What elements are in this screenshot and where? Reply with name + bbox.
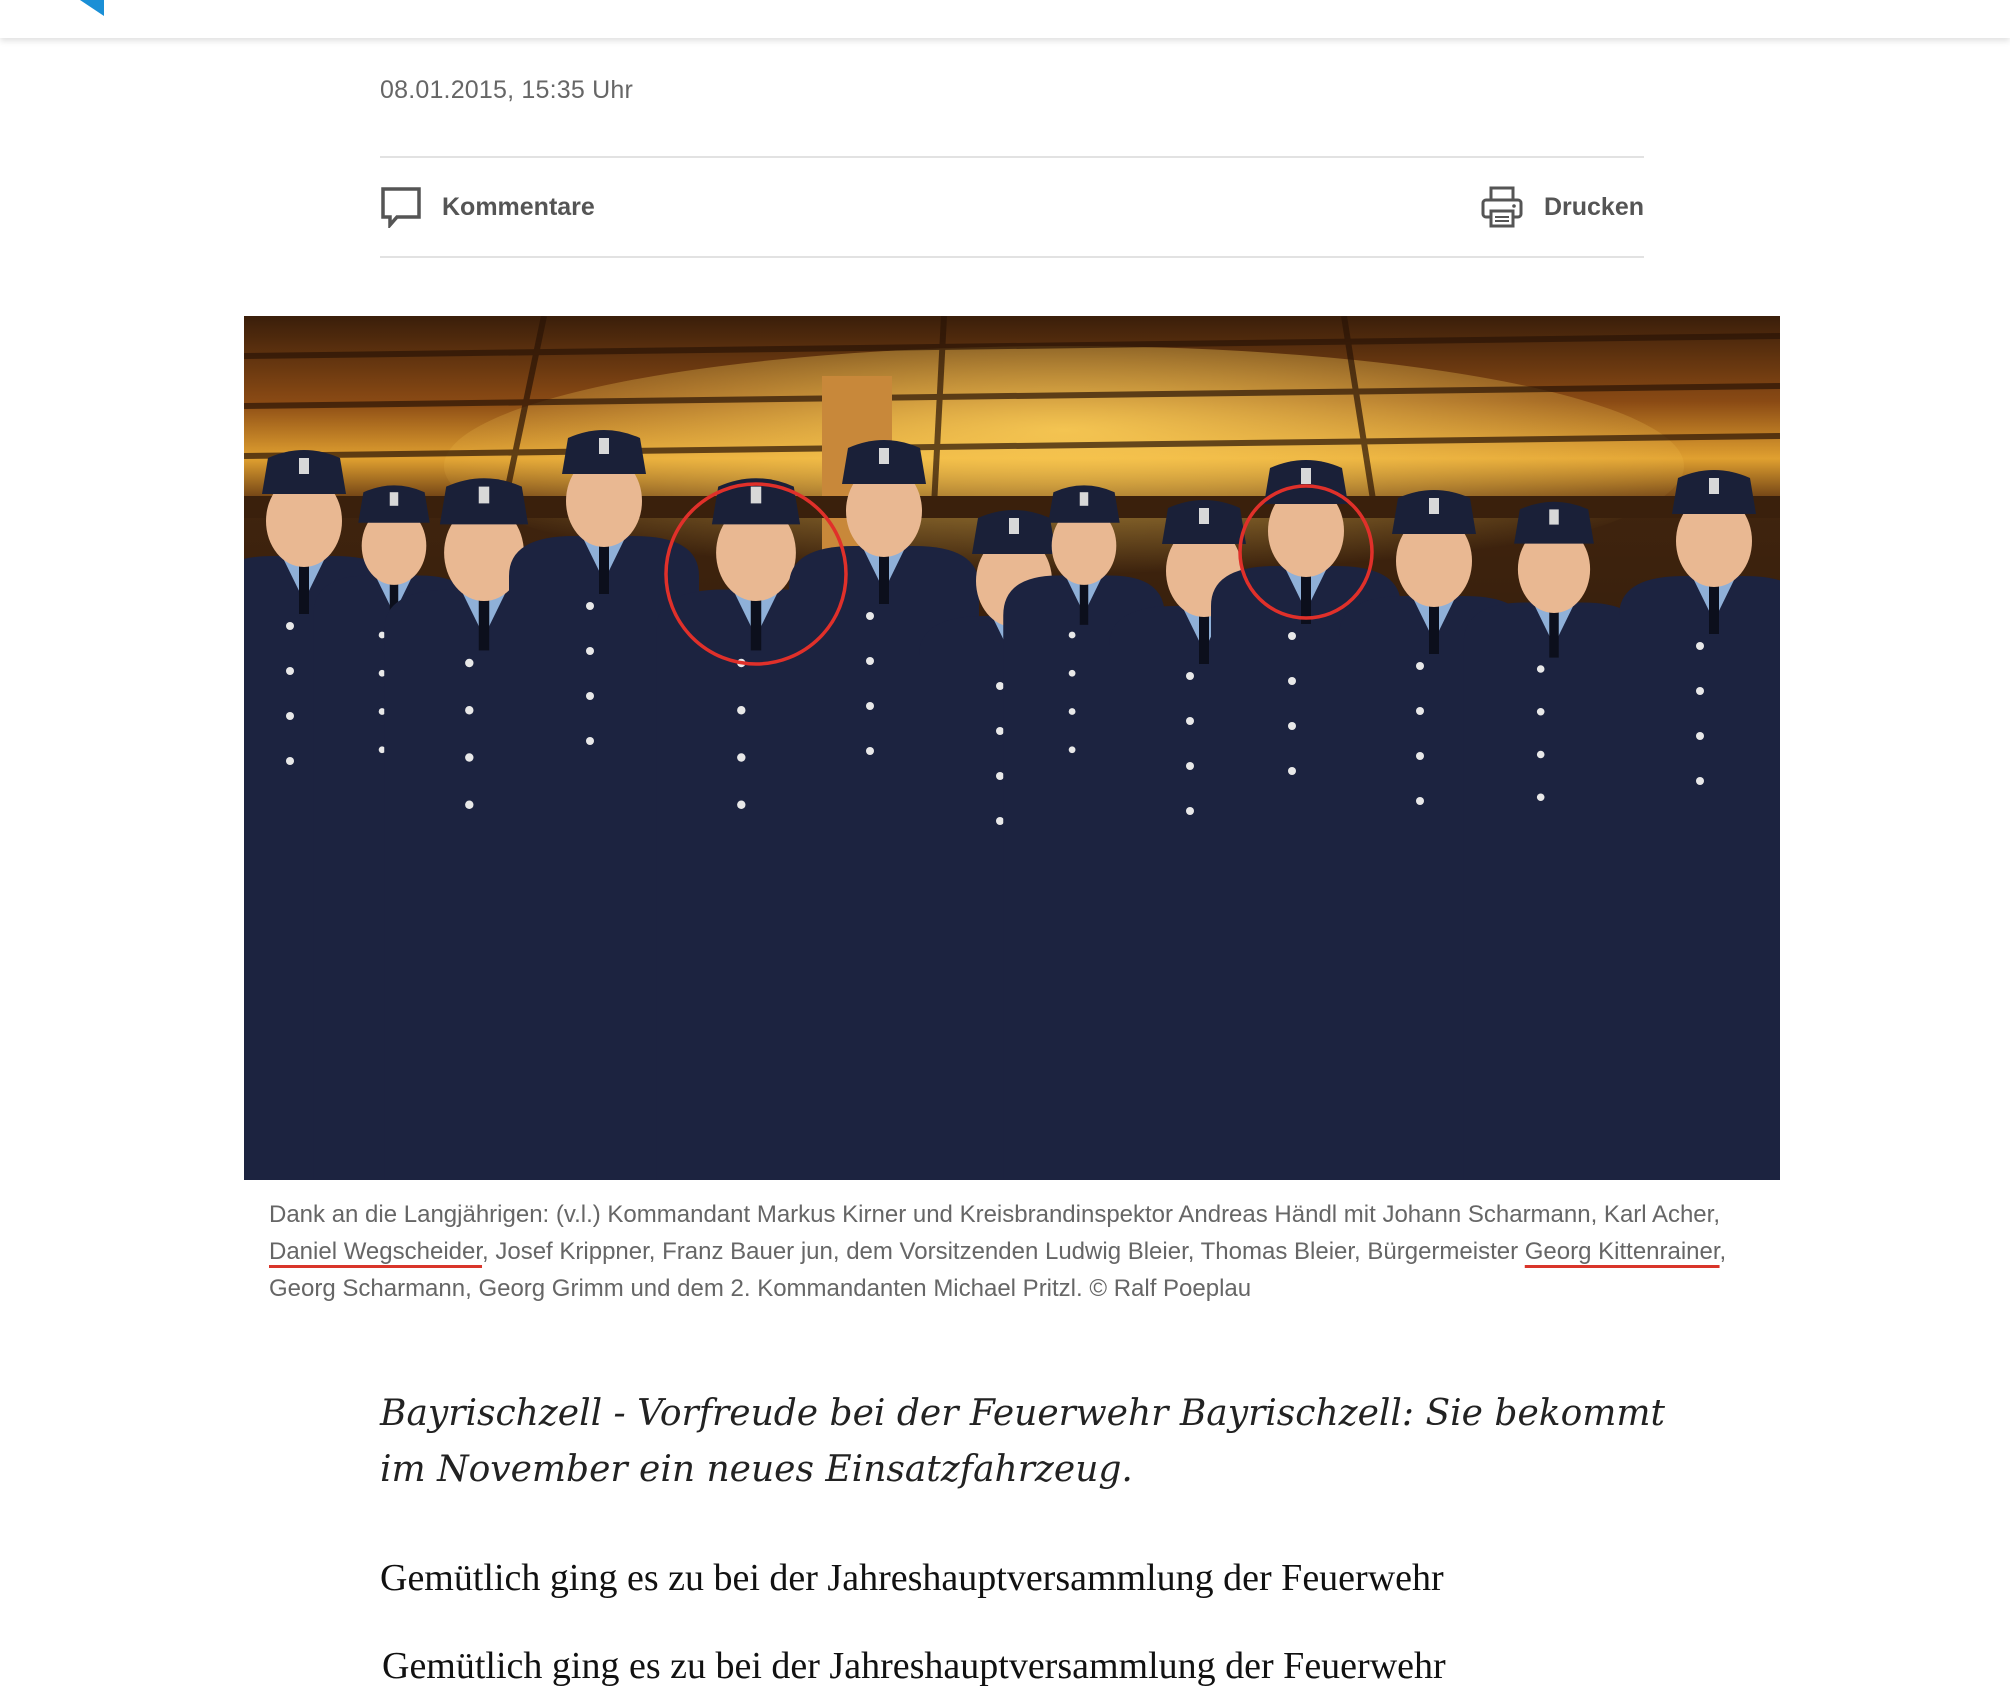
comments-label: Kommentare [442, 192, 595, 221]
article-photo[interactable] [244, 316, 1780, 1180]
site-header [0, 0, 2010, 38]
article-action-bar [380, 156, 1644, 258]
firefighters-group-photo [244, 316, 1780, 1180]
photo-caption [269, 1196, 1769, 1307]
printer-icon [1480, 185, 1524, 229]
caption-highlight-name-2: Georg Kittenrainer [1524, 1238, 1720, 1265]
caption-text-1: Dank an die Langjährigen: (v.l.) Kommandant Markus Kirner und Kreisbrandinspektor Andreas Händl mit Johann Scharmann, Karl Acher, [269, 1201, 1720, 1228]
print-button[interactable] [1480, 158, 1644, 256]
comment-icon [380, 186, 422, 228]
article-paragraph: Gemütlich ging es zu bei der Jahreshauptversammlung der Feuerwehr [380, 1557, 1444, 1599]
article-date: 08.01.2015, 15:35 Uhr [380, 76, 634, 104]
site-logo-icon[interactable] [74, 0, 104, 16]
caption-text-3: , Georg Scharmann, Georg Grimm und dem 2. Kommandanten Michael Pritzl. © Ralf Poeplau [269, 1238, 1727, 1302]
print-label: Drucken [1543, 192, 1644, 221]
article-lead: Bayrischzell - Vorfreude bei der Feuerwehr Bayrischzell: Sie bekommt im November ein neues Einsatzfahrzeug. [380, 1393, 1665, 1490]
comments-button[interactable] [380, 158, 595, 256]
caption-highlight-name-1: Daniel Wegscheider [269, 1238, 483, 1265]
article-paragraph: Gemütlich ging es zu bei der Jahreshauptversammlung der Feuerwehr [382, 1645, 1446, 1687]
caption-text-2: , Josef Krippner, Franz Bauer jun, dem Vorsitzenden Ludwig Bleier, Thomas Bleier, Bürgermeister [482, 1238, 1525, 1265]
